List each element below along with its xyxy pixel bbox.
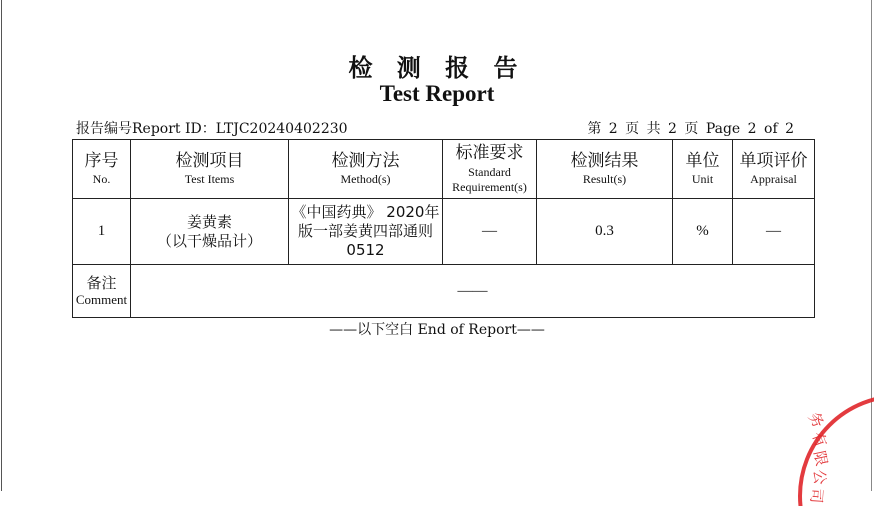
row-method [289, 199, 443, 265]
row-no: 1 [73, 199, 131, 265]
table-row [73, 199, 815, 265]
test-item-basis: （以干燥品计） [156, 231, 262, 250]
header-test-items [131, 140, 289, 199]
comment-row [73, 265, 815, 318]
method-line-3: 0512 [346, 240, 385, 259]
header-label-en: No. [92, 172, 111, 187]
header-label-cn: 单位 [685, 150, 720, 171]
header-label-en: Appraisal [750, 172, 797, 187]
row-result: 0.3 [537, 199, 673, 265]
comment-label [73, 265, 131, 318]
header-label-en: Method(s) [340, 172, 391, 187]
svg-text:有: 有 [808, 429, 831, 450]
header-label-cn: 序号 [84, 150, 119, 171]
header-label-cn: 检测方法 [331, 150, 400, 171]
report-id: 报告编号Report ID：LTJC20240402230 [76, 121, 348, 137]
row-unit: % [673, 199, 733, 265]
comment-label-cn: 备注 [86, 273, 117, 292]
header-label-cn: 检测结果 [570, 150, 639, 171]
row-appraisal: — [733, 199, 815, 265]
header-label-en: Standard Requirement(s) [452, 164, 527, 194]
header-label-cn: 单项评价 [739, 150, 808, 171]
header-standard [443, 140, 537, 199]
row-standard: — [443, 199, 537, 265]
header-method [289, 140, 443, 199]
test-item-name: 姜黄素 [186, 212, 232, 231]
svg-text:限: 限 [810, 449, 831, 468]
svg-text:公: 公 [810, 469, 830, 486]
svg-text:务: 务 [804, 409, 828, 432]
row-test-item [131, 199, 289, 265]
header-unit [673, 140, 733, 199]
method-line-1: 《中国药典》 2020年 [291, 203, 440, 222]
comment-label-en: Comment [75, 292, 128, 308]
table-header-row [73, 140, 815, 199]
comment-value: —— [131, 265, 815, 318]
header-no [73, 140, 131, 199]
header-label-en: Result(s) [582, 172, 627, 187]
header-label-en: Test Items [184, 172, 235, 187]
end-of-report-note: ——以下空白 End of Report—— [329, 322, 545, 338]
header-label-cn: 标准要求 [455, 143, 524, 164]
method-line-2: 版一部姜黄四部通则 [297, 222, 433, 241]
page-info: 第 2 页 共 2 页 Page 2 of 2 [587, 121, 794, 137]
test-result-table [72, 139, 815, 318]
company-seal-stamp [790, 376, 874, 506]
report-title-cn: 检 测 报 告 [348, 54, 526, 82]
header-result [537, 140, 673, 199]
header-label-cn: 检测项目 [175, 150, 244, 171]
header-appraisal [733, 140, 815, 199]
header-label-en: Unit [691, 172, 714, 187]
report-title-en: Test Report [379, 81, 495, 106]
svg-text:司: 司 [806, 487, 826, 504]
